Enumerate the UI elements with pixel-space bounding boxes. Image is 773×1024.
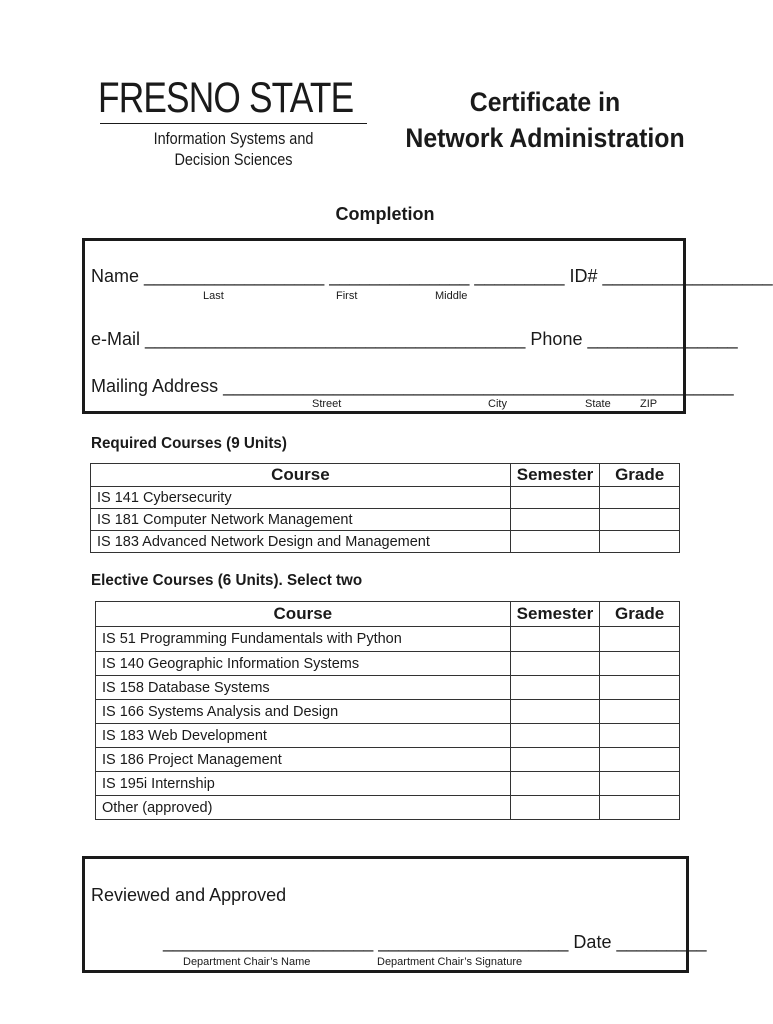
label-department-chair-signature: Department Chair’s Signature	[377, 956, 523, 968]
course-name: IS 183 Advanced Network Design and Management	[91, 531, 511, 553]
certificate-title-line1: Certificate in	[469, 87, 621, 117]
table-row	[96, 772, 680, 796]
semester-cell[interactable]	[510, 627, 600, 652]
grade-cell[interactable]	[600, 652, 680, 676]
name-field-line[interactable]: Name __________________ ______________ _________ ID# _________________	[91, 266, 773, 286]
column-header-course: Course	[91, 464, 511, 487]
grade-cell[interactable]	[600, 772, 680, 796]
course-name: IS 195i Internship	[96, 772, 511, 796]
table-row	[96, 627, 680, 652]
address-label-state: State	[585, 398, 611, 410]
required-courses-title: Required Courses (9 Units)	[91, 435, 287, 452]
signature-date-line[interactable]: _____________________ ___________________ Date _________	[163, 932, 707, 952]
name-label-first: First	[336, 290, 358, 302]
certificate-title	[393, 84, 697, 156]
table-row	[96, 652, 680, 676]
email-phone-field-line[interactable]: e-Mail ______________________________________ Phone _______________	[91, 329, 738, 349]
column-header-semester: Semester	[510, 602, 600, 627]
reviewed-approved-title: Reviewed and Approved	[91, 885, 287, 905]
table-row	[96, 676, 680, 700]
label-department-chair-name: Department Chair’s Name	[183, 956, 311, 968]
grade-cell[interactable]	[600, 796, 680, 820]
semester-cell[interactable]	[510, 676, 600, 700]
column-header-grade: Grade	[600, 464, 680, 487]
semester-cell[interactable]	[510, 700, 600, 724]
semester-cell[interactable]	[510, 652, 600, 676]
required-courses-table	[90, 463, 680, 553]
grade-cell[interactable]	[600, 509, 680, 531]
table-row	[96, 724, 680, 748]
semester-cell[interactable]	[510, 796, 600, 820]
semester-cell[interactable]	[510, 531, 600, 553]
elective-courses-table	[95, 601, 680, 820]
address-label-city: City	[488, 398, 507, 410]
table-header-row	[96, 602, 680, 627]
course-name: IS 51 Programming Fundamentals with Python	[96, 627, 511, 652]
course-name: IS 183 Web Development	[96, 724, 511, 748]
table-row	[91, 487, 680, 509]
table-row	[91, 509, 680, 531]
course-name: IS 186 Project Management	[96, 748, 511, 772]
semester-cell[interactable]	[510, 724, 600, 748]
logo-subtitle	[120, 128, 347, 170]
table-row	[91, 531, 680, 553]
elective-courses-title: Elective Courses (6 Units). Select two	[91, 572, 363, 589]
name-label-middle: Middle	[435, 290, 468, 302]
course-name: IS 158 Database Systems	[96, 676, 511, 700]
course-name: IS 141 Cybersecurity	[91, 487, 511, 509]
semester-cell[interactable]	[510, 748, 600, 772]
table-row	[96, 700, 680, 724]
semester-cell[interactable]	[510, 487, 600, 509]
logo-divider	[100, 123, 367, 124]
fresno-state-logo	[98, 74, 353, 122]
course-name: IS 181 Computer Network Management	[91, 509, 511, 531]
grade-cell[interactable]	[600, 700, 680, 724]
completion-heading: Completion	[335, 204, 435, 224]
semester-cell[interactable]	[510, 509, 600, 531]
logo-subtitle-line2: Decision Sciences	[174, 150, 293, 169]
address-label-zip: ZIP	[640, 398, 658, 410]
logo-text: FRESNO STATE	[98, 74, 354, 122]
grade-cell[interactable]	[600, 531, 680, 553]
table-header-row	[91, 464, 680, 487]
column-header-semester: Semester	[510, 464, 600, 487]
logo-subtitle-line1: Information Systems and	[153, 129, 314, 148]
address-label-street: Street	[312, 398, 342, 410]
table-row	[96, 796, 680, 820]
course-name: IS 166 Systems Analysis and Design	[96, 700, 511, 724]
grade-cell[interactable]	[600, 487, 680, 509]
column-header-course: Course	[96, 602, 511, 627]
table-row	[96, 748, 680, 772]
course-name: Other (approved)	[96, 796, 511, 820]
course-name: IS 140 Geographic Information Systems	[96, 652, 511, 676]
certificate-title-line2: Network Administration	[405, 123, 685, 153]
mailing-address-field-line[interactable]: Mailing Address ___________________________________________________	[91, 376, 734, 396]
grade-cell[interactable]	[600, 724, 680, 748]
semester-cell[interactable]	[510, 772, 600, 796]
grade-cell[interactable]	[600, 676, 680, 700]
grade-cell[interactable]	[600, 748, 680, 772]
column-header-grade: Grade	[600, 602, 680, 627]
grade-cell[interactable]	[600, 627, 680, 652]
name-label-last: Last	[203, 290, 224, 302]
